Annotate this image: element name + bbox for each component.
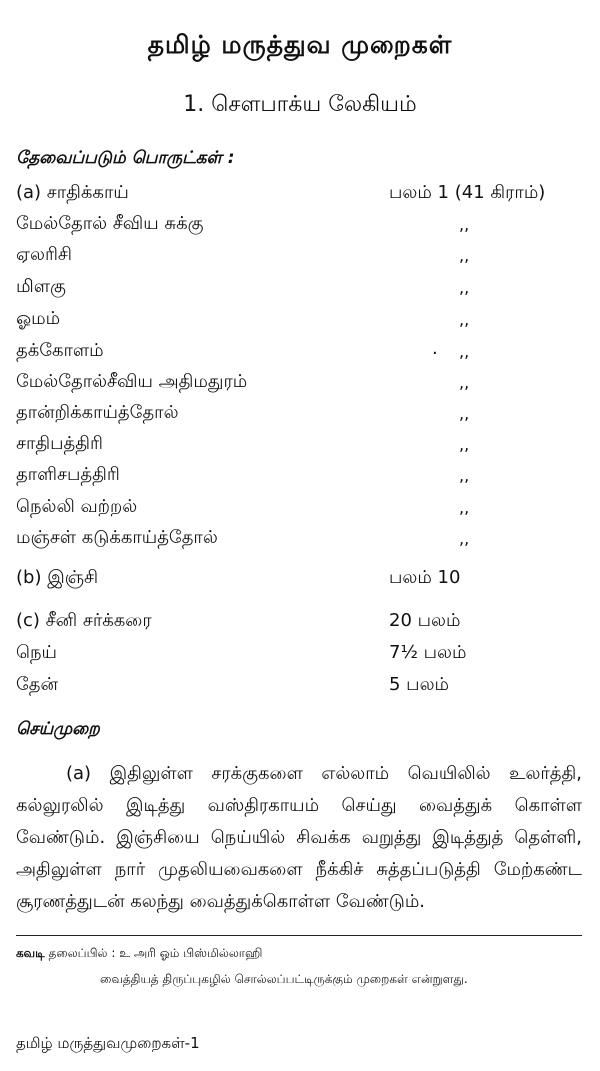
ingredient-row — [16, 371, 586, 401]
ingredient-row — [16, 340, 586, 370]
ingredient-row — [16, 308, 586, 338]
ingredient-name: மேல்தோல்சீவிய அதிமதுரம் — [16, 371, 248, 392]
ingredient-name: மிளகு — [16, 276, 66, 297]
ingredient-name: மஞ்சள் கடுக்காய்த்தோல் — [16, 527, 218, 548]
recipe-title: 1. சௌபாக்ய லேகியம் — [183, 92, 417, 117]
ingredient-row — [16, 213, 586, 243]
footnote-line-2: வைத்தியத் திருப்புகழில் சொல்லப்பட்டிருக்கும் முறைகள் என்றுளது. — [100, 972, 468, 986]
ditto-mark: ,, — [459, 215, 470, 234]
ditto-mark: ,, — [459, 342, 470, 361]
method-paragraph — [16, 758, 582, 918]
ingredient-row — [16, 244, 586, 274]
ingredient-row — [16, 642, 586, 672]
ingredient-name: (a) சாதிக்காய் — [16, 182, 129, 203]
ingredient-name: (c) சீனி சர்க்கரை — [16, 610, 152, 631]
ingredient-row — [16, 433, 586, 463]
ingredient-name: ஓமம் — [16, 308, 61, 329]
ditto-mark: ,, — [459, 404, 470, 423]
ingredient-name: மேல்தோல் சீவிய சுக்கு — [16, 213, 204, 234]
ditto-mark: ,, — [459, 498, 470, 517]
ingredient-row — [16, 527, 586, 557]
ingredient-quantity: 5 பலம் — [389, 674, 449, 695]
page-footer: தமிழ் மருத்துவமுறைகள்-1 — [16, 1034, 200, 1052]
ditto-mark: ,, — [459, 278, 470, 297]
ditto-mark: ,, — [459, 435, 470, 454]
ingredient-name: தேன் — [16, 674, 58, 695]
ingredient-name: தான்றிக்காய்த்தோல் — [16, 402, 179, 423]
footnote-label: கவடி — [16, 946, 45, 960]
ingredient-name: தாளிசபத்திரி — [16, 464, 120, 485]
ingredient-name: சாதிபத்திரி — [16, 433, 103, 454]
ingredient-name: ஏலரிசி — [16, 244, 73, 265]
ditto-mark: ,, — [459, 310, 470, 329]
ingredient-row — [16, 674, 586, 704]
ingredient-row — [16, 464, 586, 494]
footnote-divider — [16, 935, 582, 936]
ingredients-heading: தேவைப்படும் பொருட்கள் : — [16, 148, 235, 168]
ingredient-row — [16, 182, 586, 212]
ingredient-row — [16, 496, 586, 526]
ingredient-quantity: 7½ பலம் — [389, 642, 467, 663]
ditto-mark: ,, — [459, 466, 470, 485]
method-heading: செய்முறை — [16, 719, 100, 739]
ingredient-quantity: பலம் 10 — [389, 567, 461, 588]
ingredient-row — [16, 276, 586, 306]
method-text: (a) இதிலுள்ள சரக்குகளை எல்லாம் வெயிலில் உலர்த்தி, கல்லுரலில் இடித்து வஸ்திரகாயம் செய்து வைத்துக் கொள்ள வேண்டும். இஞ்சியை நெய்யில் சிவக்க வறுத்து இடித்துத் தெள்ளி, அதிலுள்ள நார் முதலியவைகளை நீக்கிச் சுத்தப்படுத்தி மேற்கண்ட சூரணத்துடன் கலந்து வைத்துக்கொள்ள வேண்டும். — [16, 763, 582, 912]
ditto-mark: ,, — [459, 373, 470, 392]
footnote-line-1 — [16, 946, 262, 962]
ditto-mark: ,, — [459, 246, 470, 265]
ingredient-name: நெய் — [16, 642, 57, 663]
ingredient-row — [16, 567, 586, 597]
ingredient-name: நெல்லி வற்றல் — [16, 496, 138, 517]
ingredient-quantity: 20 பலம் — [389, 610, 461, 631]
ingredient-name: தக்கோளம் — [16, 340, 104, 361]
ingredient-name: (b) இஞ்சி — [16, 567, 99, 588]
ingredient-row — [16, 610, 586, 640]
stray-dot: . — [432, 338, 438, 359]
ditto-mark: ,, — [459, 529, 470, 548]
ingredient-row — [16, 402, 586, 432]
book-title: தமிழ் மருத்துவ முறைகள் — [147, 30, 453, 59]
footnote-text: தலைப்பில் : உ அரி ஓம் பிஸ்மில்லாஹி — [48, 946, 263, 960]
ingredient-quantity: பலம் 1 (41 கிராம்) — [389, 182, 546, 203]
